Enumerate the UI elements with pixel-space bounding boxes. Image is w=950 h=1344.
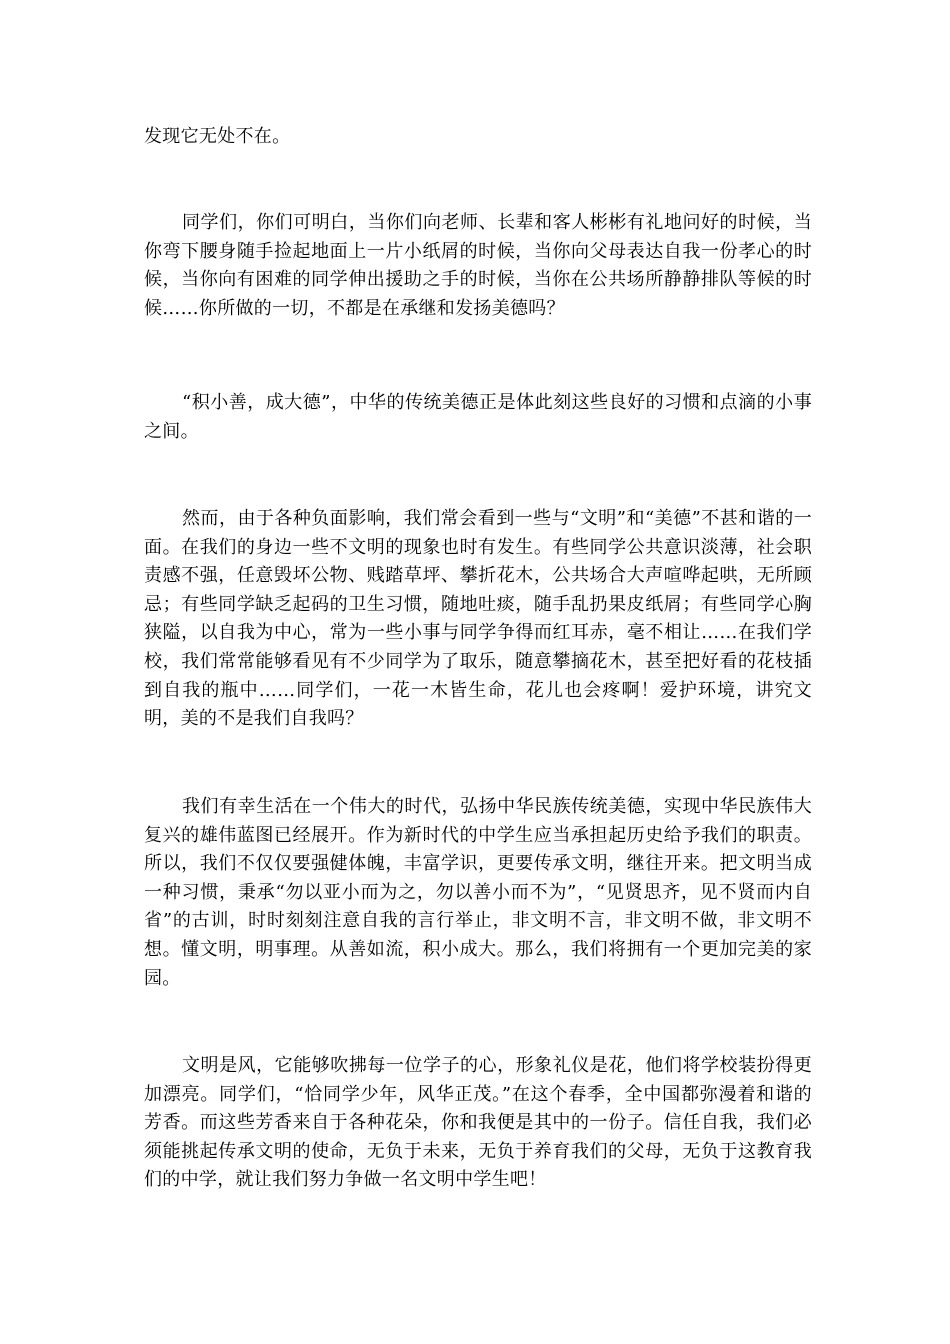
paragraph-good-deeds: 同学们，你们可明白，当你们向老师、长辈和客人彬彬有礼地问好的时候，当你弯下腰身随手捡起地面上一片小纸屑的时候，当你向父母表达自我一份孝心的时候，当你向有困难的同学伸出援助之手的时候，当你在公共场所静静排队等候的时候……你所做的一切，不都是在承继和发扬美德吗？ [144, 212, 812, 319]
paragraph-continuation: 发现它无处不在。 [144, 126, 291, 147]
paragraph-closing-call: 文明是风，它能够吹拂每一位学子的心，形象礼仪是花，他们将学校装扮得更加漂亮。同学们，“恰同学少年，风华正茂。”在这个春季，全中国都弥漫着和谐的芳香。而这些芳香来自于各种花朵，你和我便是其中的一份子。信任自我，我们必须能挑起传承文明的使命，无负于未来，无负于养育我们的父母，无负于这教育我们的中学，就让我们努力争做一名文明中学生吧！ [144, 1055, 812, 1191]
paragraph-uncivilized-behavior: 然而，由于各种负面影响，我们常会看到一些与“文明”和“美德”不甚和谐的一面。在我们的身边一些不文明的现象也时有发生。有些同学公共意识淡薄，社会职责感不强，任意毁坏公物、贱踏草坪、攀折花木，公共场合大声喧哗起哄，无所顾忌；有些同学缺乏起码的卫生习惯，随地吐痰，随手乱扔果皮纸屑；有些同学心胸狭隘，以自我为中心，常为一些小事与同学争得而红耳赤，毫不相让……在我们学校，我们常常能够看见有不少同学为了取乐，随意攀摘花木，甚至把好看的花枝插到自我的瓶中……同学们，一花一木皆生命，花儿也会疼啊！爱护环境，讲究文明，美的不是我们自我吗？ [144, 508, 812, 730]
paragraph-small-virtues: “积小善，成大德”，中华的传统美德正是体此刻这些良好的习惯和点滴的小事之间。 [144, 392, 812, 442]
paragraph-new-era-duty: 我们有幸生活在一个伟大的时代，弘扬中华民族传统美德，实现中华民族伟大复兴的雄伟蓝图已经展开。作为新时代的中学生应当承担起历史给予我们的职责。所以，我们不仅仅要强健体魄，丰富学识，更要传承文明，继往开来。把文明当成一种习惯，秉承“勿以亚小而为之，勿以善小而不为”，“见贤思齐，见不贤而内自省”的古训，时时刻刻注意自我的言行举止，非文明不言，非文明不做，非文明不想。懂文明，明事理。从善如流，积小成大。那么，我们将拥有一个更加完美的家园。 [144, 796, 812, 989]
